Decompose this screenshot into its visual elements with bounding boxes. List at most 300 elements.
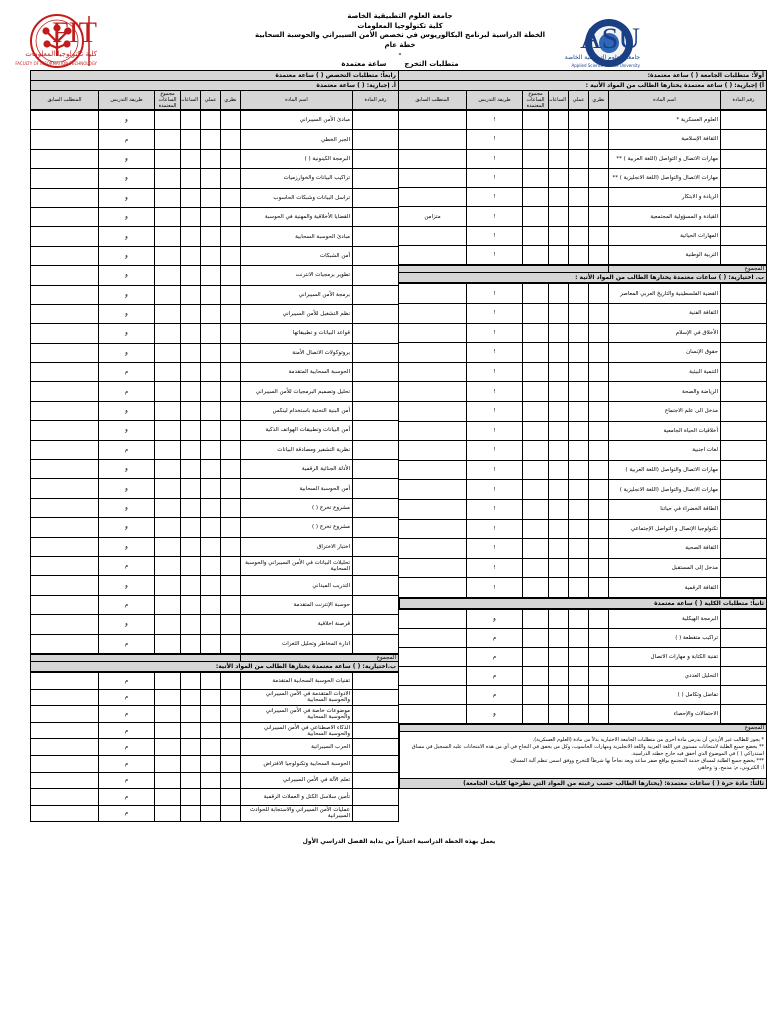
course-name-cell: تحليلات البيانات في الأمن السيبراني والحوسبة السحابية [241, 556, 353, 575]
hours-cell [549, 460, 569, 480]
page-header [0, 0, 768, 70]
plan-footer: يعمل بهذه الخطة الدراسية اعتباراً من بداية الفصل الدراسي الأول [302, 838, 496, 845]
method-cell: ! [467, 519, 523, 539]
theory-cell [221, 304, 241, 323]
practical-cell [201, 285, 221, 304]
course-name-cell: مهارات الاتصال و التواصل (اللغة العربية ) ** [609, 149, 721, 168]
theory-cell [221, 789, 241, 806]
prereq-cell [399, 558, 467, 578]
course-code-cell [353, 266, 399, 285]
plan-title: الخطة الدراسية لبرنامج البكالوريوس في تخصص الأمن السيبراني والحوسبة السحابية [254, 31, 546, 39]
credit-cell [155, 805, 181, 822]
method-cell: ! [467, 578, 523, 598]
practical-cell [201, 498, 221, 517]
hours-cell [549, 284, 569, 304]
hours-cell [549, 111, 569, 130]
course-name-cell: الأخلاق في الإسلام [609, 323, 721, 343]
hours-cell [181, 576, 201, 595]
course-name-cell: الثقافة الفنية [609, 303, 721, 323]
course-code-cell [353, 722, 399, 739]
theory-cell [589, 519, 609, 539]
course-code-cell [721, 578, 767, 598]
university-name: جامعة العلوم التطبيقية الخاصة [347, 12, 453, 20]
hours-cell [181, 537, 201, 556]
hours-cell [181, 479, 201, 498]
method-cell: ! [467, 480, 523, 500]
hours-cell [181, 739, 201, 756]
course-row [399, 519, 767, 539]
method-cell: م [99, 595, 155, 614]
practical-cell [569, 168, 589, 187]
method-cell: ! [467, 421, 523, 441]
theory-cell [221, 689, 241, 706]
credit-cell [155, 479, 181, 498]
credit-cell [523, 480, 549, 500]
prereq-cell [31, 227, 99, 246]
practical-cell [201, 421, 221, 440]
method-cell: ! [467, 168, 523, 187]
course-name-cell: برمجة الأمن السيبراني [241, 285, 353, 304]
prereq-cell [399, 323, 467, 343]
course-code-cell [353, 634, 399, 653]
svg-text:كلية تكنولوجيا المعلومات: كلية تكنولوجيا المعلومات [25, 50, 97, 58]
prereq-cell [31, 169, 99, 188]
practical-cell [201, 772, 221, 789]
theory-cell [589, 149, 609, 168]
course-code-cell [353, 537, 399, 556]
credit-cell [523, 441, 549, 461]
course-row [31, 401, 399, 420]
practical-cell [569, 207, 589, 226]
hours-cell [181, 111, 201, 130]
prereq-cell [399, 578, 467, 598]
method-cell: و [99, 518, 155, 537]
prereq-cell [31, 595, 99, 614]
course-name-cell: العلوم العسكرية * [609, 111, 721, 130]
course-code-cell [721, 421, 767, 441]
course-name-cell: مدخل الى علم الاجتماع [609, 401, 721, 421]
practical-cell [569, 246, 589, 265]
course-code-cell [353, 440, 399, 459]
course-name-cell: مهارات الاتصال والتواصل (اللغة العربية ) [609, 460, 721, 480]
course-row [31, 363, 399, 382]
theory-cell [589, 246, 609, 265]
theory-cell [221, 266, 241, 285]
credit-cell [155, 169, 181, 188]
hours-cell [549, 168, 569, 187]
theory-cell [589, 499, 609, 519]
prereq-cell [31, 479, 99, 498]
method-cell: ! [467, 303, 523, 323]
credit-cell [523, 149, 549, 168]
course-name-cell: مدخل إلى المستقبل [609, 558, 721, 578]
practical-cell [201, 440, 221, 459]
course-row [399, 460, 767, 480]
course-name-cell: أمن البنية التحتية باستخدام لينكس [241, 401, 353, 420]
prereq-cell [399, 441, 467, 461]
credit-cell [155, 149, 181, 168]
practical-cell [201, 382, 221, 401]
course-code-cell [721, 343, 767, 363]
prereq-cell [31, 498, 99, 517]
method-cell: ! [467, 499, 523, 519]
credit-cell [523, 207, 549, 226]
course-name-cell: تفاضل وتكامل ( ) [609, 685, 721, 704]
theory-cell [221, 805, 241, 822]
course-name-cell: مشروع تخرج ( ) [241, 498, 353, 517]
specialization-elective-table [30, 672, 399, 822]
method-cell: م [99, 382, 155, 401]
method-cell: ! [467, 539, 523, 559]
credit-label: ساعة معتمدة [341, 59, 387, 68]
university-mandatory-total: المجموع [609, 266, 767, 273]
credit-cell [155, 382, 181, 401]
prereq-cell [399, 168, 467, 187]
course-name-cell: القيادة و المسؤولية المجتمعية [609, 207, 721, 226]
credit-cell [155, 755, 181, 772]
course-name-cell: تراكيب متقطعة ( ) [609, 628, 721, 647]
course-code-cell [721, 188, 767, 207]
credit-cell [155, 634, 181, 653]
hours-cell [549, 246, 569, 265]
credit-cell [155, 595, 181, 614]
credit-cell [155, 130, 181, 149]
practical-cell [569, 382, 589, 402]
theory-cell [221, 498, 241, 517]
credit-cell [523, 628, 549, 647]
hours-cell [549, 382, 569, 402]
course-name-cell: أخلاقيات الحياة الجامعية [609, 421, 721, 441]
method-cell: و [467, 609, 523, 628]
credit-cell [523, 499, 549, 519]
theory-cell [221, 401, 241, 420]
hours-cell [181, 460, 201, 479]
practical-cell [201, 518, 221, 537]
theory-cell [589, 421, 609, 441]
practical-cell [569, 480, 589, 500]
col-theory: نظري [589, 91, 609, 110]
hours-cell [181, 246, 201, 265]
hours-cell [181, 207, 201, 226]
prereq-cell [31, 706, 99, 723]
credit-cell [155, 440, 181, 459]
method-cell: و [99, 169, 155, 188]
course-code-cell [353, 672, 399, 689]
method-cell: ! [467, 401, 523, 421]
credit-cell [523, 188, 549, 207]
hours-cell [181, 266, 201, 285]
method-cell: و [99, 479, 155, 498]
hours-cell [549, 188, 569, 207]
method-cell: و [99, 498, 155, 517]
course-code-cell [353, 401, 399, 420]
credit-cell [523, 558, 549, 578]
hours-cell [181, 363, 201, 382]
credit-cell [155, 111, 181, 130]
method-cell: ! [467, 343, 523, 363]
theory-cell [589, 188, 609, 207]
method-cell: و [99, 111, 155, 130]
theory-cell [221, 615, 241, 634]
practical-cell [201, 401, 221, 420]
hours-cell [181, 615, 201, 634]
hours-cell [181, 421, 201, 440]
course-code-cell [353, 689, 399, 706]
credit-cell [523, 323, 549, 343]
course-row [399, 628, 767, 647]
method-cell: م [467, 666, 523, 685]
credit-cell [155, 285, 181, 304]
hours-cell [181, 227, 201, 246]
theory-cell [589, 111, 609, 130]
course-name-cell: مشروع تخرج ( ) [241, 518, 353, 537]
course-name-cell: الحوسبة السحابية وتكنولوجيا الافتراض [241, 755, 353, 772]
method-cell: م [467, 628, 523, 647]
course-code-cell [721, 647, 767, 666]
method-cell: و [99, 149, 155, 168]
course-code-cell [353, 739, 399, 756]
free-elective-band: ثالثاً: مادة حرة ( ) ساعات معتمدة: (يختارها الطالب حسب رغبته من المواد التي تطرحها كليات الجامعة) [400, 778, 767, 788]
prereq-cell [31, 363, 99, 382]
col-course-code: رقم المادة [353, 91, 399, 110]
hours-cell [549, 441, 569, 461]
practical-cell [201, 722, 221, 739]
course-name-cell: مبادئ الحوسبة السحابية [241, 227, 353, 246]
theory-cell [221, 595, 241, 614]
prereq-cell [31, 805, 99, 822]
course-row [399, 499, 767, 519]
prereq-cell [31, 689, 99, 706]
credit-cell [523, 226, 549, 245]
hours-cell [181, 789, 201, 806]
course-code-cell [721, 539, 767, 559]
course-code-cell [721, 246, 767, 265]
method-cell: و [99, 266, 155, 285]
theory-cell [589, 343, 609, 363]
university-req-band: أولاً: متطلبات الجامعة ( ) ساعة معتمدة: [398, 71, 766, 81]
course-row [31, 518, 399, 537]
course-name-cell: المهارات الحياتية [609, 226, 721, 245]
note-4: أ: الكتروني، م: مدمج، و: وجاهي [697, 765, 764, 772]
course-name-cell: التدريب الميداني [241, 576, 353, 595]
theory-cell [221, 722, 241, 739]
prereq-cell [31, 401, 99, 420]
course-code-cell [353, 421, 399, 440]
col-credit-total: مجموع الساعات المعتمدة [523, 91, 549, 110]
theory-cell [589, 168, 609, 187]
col-theory: نظري [221, 91, 241, 110]
course-row [399, 226, 767, 245]
hours-cell [181, 130, 201, 149]
course-code-cell [353, 304, 399, 323]
practical-cell [201, 789, 221, 806]
course-row [31, 169, 399, 188]
practical-cell [569, 188, 589, 207]
credit-cell [155, 460, 181, 479]
hours-cell [181, 689, 201, 706]
credit-cell [523, 519, 549, 539]
theory-cell [589, 578, 609, 598]
note-3: *** يخضع جميع الطلبة لمساق خدمة المجتمع بواقع صفر ساعة ويعد نجاحاً بها شرطاً للتخرج ووفق اسس تنظم آلية المساق. [509, 758, 764, 765]
course-code-cell [353, 479, 399, 498]
course-row [399, 343, 767, 363]
course-code-cell [353, 324, 399, 343]
credit-cell [155, 706, 181, 723]
course-code-cell [721, 168, 767, 187]
study-plan-sheet [31, 70, 767, 854]
method-cell: و [99, 324, 155, 343]
practical-cell [569, 539, 589, 559]
course-row [399, 685, 767, 704]
course-row [31, 246, 399, 265]
course-name-cell: الذكاء الاصطناعي في الأمن السيبراني والحوسبة السحابية [241, 722, 353, 739]
practical-cell [569, 421, 589, 441]
course-code-cell [721, 441, 767, 461]
course-row [399, 168, 767, 187]
course-name-cell: حوسبة الإنترنت المتقدمة [241, 595, 353, 614]
hours-cell [549, 647, 569, 666]
prereq-cell [31, 460, 99, 479]
method-cell: م [467, 647, 523, 666]
hours-cell [181, 382, 201, 401]
course-code-cell [721, 362, 767, 382]
course-code-cell [721, 519, 767, 539]
method-cell: و [99, 207, 155, 226]
practical-cell [569, 628, 589, 647]
method-cell: و [99, 401, 155, 420]
course-code-cell [721, 323, 767, 343]
method-cell: و [99, 304, 155, 323]
hours-cell [549, 499, 569, 519]
col-course-name: اسم المادة [609, 91, 721, 110]
prereq-cell [399, 343, 467, 363]
course-row [31, 111, 399, 130]
course-row [399, 382, 767, 402]
course-name-cell: الثقافة الصحية [609, 539, 721, 559]
theory-cell [589, 323, 609, 343]
header-titles [250, 12, 550, 69]
college-total: المجموع [400, 724, 767, 731]
credit-cell [523, 130, 549, 149]
method-cell: ! [467, 558, 523, 578]
course-name-cell: قرصنة اخلاقية [241, 615, 353, 634]
svg-text:Applied Science Private Univer: Applied Science Private University [571, 63, 640, 68]
method-cell: ! [467, 130, 523, 149]
credit-cell [523, 303, 549, 323]
method-cell: و [99, 285, 155, 304]
specialization-mandatory-table [30, 110, 399, 654]
prereq-cell [399, 226, 467, 245]
credit-cell [523, 666, 549, 685]
credit-cell [155, 188, 181, 207]
course-name-cell: نظرية التشفير ومصادقة البيانات [241, 440, 353, 459]
theory-cell [589, 401, 609, 421]
course-row [31, 285, 399, 304]
course-code-cell [353, 343, 399, 362]
practical-cell [201, 266, 221, 285]
prereq-cell [399, 499, 467, 519]
prereq-cell [399, 609, 467, 628]
course-row [399, 303, 767, 323]
theory-cell [589, 609, 609, 628]
practical-cell [569, 519, 589, 539]
theory-cell [589, 382, 609, 402]
course-row [31, 556, 399, 575]
practical-cell [201, 556, 221, 575]
theory-cell [589, 441, 609, 461]
theory-cell [221, 285, 241, 304]
prereq-cell [31, 772, 99, 789]
credit-cell [523, 401, 549, 421]
course-code-cell [353, 130, 399, 149]
practical-cell [201, 689, 221, 706]
theory-cell [221, 207, 241, 226]
hours-cell [549, 207, 569, 226]
practical-cell [201, 227, 221, 246]
prereq-cell [399, 362, 467, 382]
course-code-cell [721, 401, 767, 421]
method-cell: و [99, 343, 155, 362]
credit-cell [155, 304, 181, 323]
course-name-cell: تراسل البيانات وشبكات الحاسوب [241, 188, 353, 207]
course-row [31, 755, 399, 772]
theory-cell [221, 576, 241, 595]
practical-cell [201, 246, 221, 265]
course-row [31, 615, 399, 634]
credit-cell [155, 324, 181, 343]
course-code-cell [721, 284, 767, 304]
course-row [31, 672, 399, 689]
hours-cell [181, 324, 201, 343]
course-row [399, 362, 767, 382]
practical-cell [569, 362, 589, 382]
course-code-cell [353, 207, 399, 226]
col-method: طريقة التدريس [467, 91, 523, 110]
course-name-cell: الحرب السيبرانية [241, 739, 353, 756]
theory-cell [221, 227, 241, 246]
prereq-cell [399, 188, 467, 207]
hours-cell [181, 556, 201, 575]
practical-cell [201, 805, 221, 822]
course-name-cell: بروتوكولات الاتصال الأمنة [241, 343, 353, 362]
course-name-cell: تعلم الآلة في الأمن السيبراني [241, 772, 353, 789]
plan-dash: - [398, 50, 402, 58]
university-elective-band: ب. اختيارية: ( ) ساعات معتمدة يختارها الطالب من المواد الأتية : [399, 273, 767, 283]
prereq-cell [31, 537, 99, 556]
credit-cell [155, 246, 181, 265]
course-code-cell [353, 556, 399, 575]
hours-cell [549, 343, 569, 363]
fit-logo [15, 12, 247, 70]
practical-cell [569, 401, 589, 421]
practical-cell [569, 111, 589, 130]
course-code-cell [721, 226, 767, 245]
course-row [399, 188, 767, 207]
hours-cell [549, 685, 569, 704]
practical-cell [201, 672, 221, 689]
course-row [31, 460, 399, 479]
practical-cell [569, 303, 589, 323]
course-name-cell: تحليل وتصميم البرمجيات للأمن السيبراني [241, 382, 353, 401]
theory-cell [589, 362, 609, 382]
course-name-cell: حقوق الإنسان [609, 343, 721, 363]
prereq-cell [31, 111, 99, 130]
course-row [31, 739, 399, 756]
specialization-requirements-section [31, 70, 399, 822]
method-cell: ! [467, 207, 523, 226]
prereq-cell [31, 266, 99, 285]
specialization-elective-band: ب.اختيارية: ( ) ساعة معتمدة يختارها الطالب من المواد الأتية: [31, 661, 399, 671]
